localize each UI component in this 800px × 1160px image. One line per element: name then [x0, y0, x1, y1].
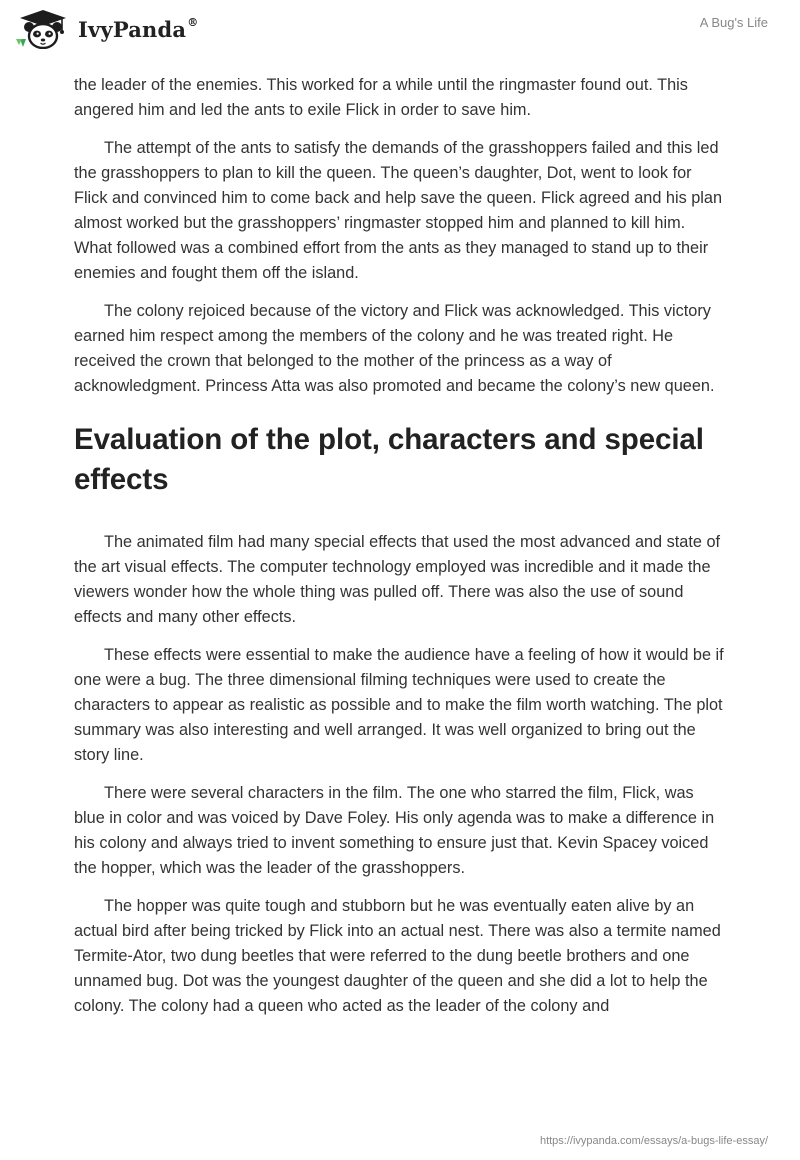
panda-graduation-cap-icon: [14, 9, 72, 49]
paragraph: These effects were essential to make the audience have a feeling of how it would be if one were a bug. The three dimensional filming techniques were used to create the characters to appear as realistic as possible and to make the film worth watching. The plot summary was also interesting and well arranged. It was well organized to bring out the story line.: [74, 646, 724, 764]
paragraph: The hopper was quite tough and stubborn but he was eventually eaten alive by an actual bird after being tricked by Flick into an actual nest. There was also a termite named Termite-Ator, two dung beetles that were referred to the dung beetle brothers and one unnamed bug. Dot was the youngest daughter of the queen and she did a lot to help the colony. The colony had a queen who acted as the leader of the colony and: [74, 897, 721, 1015]
logo[interactable]: [14, 9, 198, 49]
footer-url[interactable]: https://ivypanda.com/essays/a-bugs-life-essay/: [539, 1135, 768, 1147]
paragraph: The colony rejoiced because of the victory and Flick was acknowledged. This victory earned him respect among the members of the colony and he was treated right. He received the crown that belonged to the mother of the princess as a way of acknowledgment. Princess Atta was also promoted and became the colony’s new queen.: [74, 302, 715, 395]
paragraph: The attempt of the ants to satisfy the demands of the grasshoppers failed and this led the grasshoppers to plan to kill the queen. The queen’s daughter, Dot, went to look for Flick and convinced him to come back and help save the queen. Flick agreed and his plan almost worked but the grasshoppers’ ringmaster stopped him and planned to kill him. What followed was a combined effort from the ants as they managed to stand up to their enemies and fought them off the island.: [74, 139, 723, 282]
brand-name: IvyPanda®: [78, 15, 199, 42]
document-title: A Bug's Life: [699, 15, 768, 30]
section-heading: Evaluation of the plot, characters and special effects: [74, 423, 704, 496]
paragraph-continued: the leader of the enemies. This worked for a while until the ringmaster found out. This angered him and led the ants to exile Flick in order to save him.: [74, 76, 688, 119]
paragraph: The animated film had many special effects that used the most advanced and state of the art visual effects. The computer technology employed was incredible and it made the viewers wonder how the whole thing was pulled off. There was also the use of sound effects and many other effects.: [74, 533, 721, 626]
paragraph: There were several characters in the film. The one who starred the film, Flick, was blue in color and was voiced by Dave Foley. His only agenda was to make a difference in his colony and always tried to invent something to ensure just that. Kevin Spacey voiced the hopper, which was the leader of the grasshoppers.: [74, 784, 715, 877]
essay-content: [74, 73, 724, 1032]
page-header: [0, 0, 800, 70]
